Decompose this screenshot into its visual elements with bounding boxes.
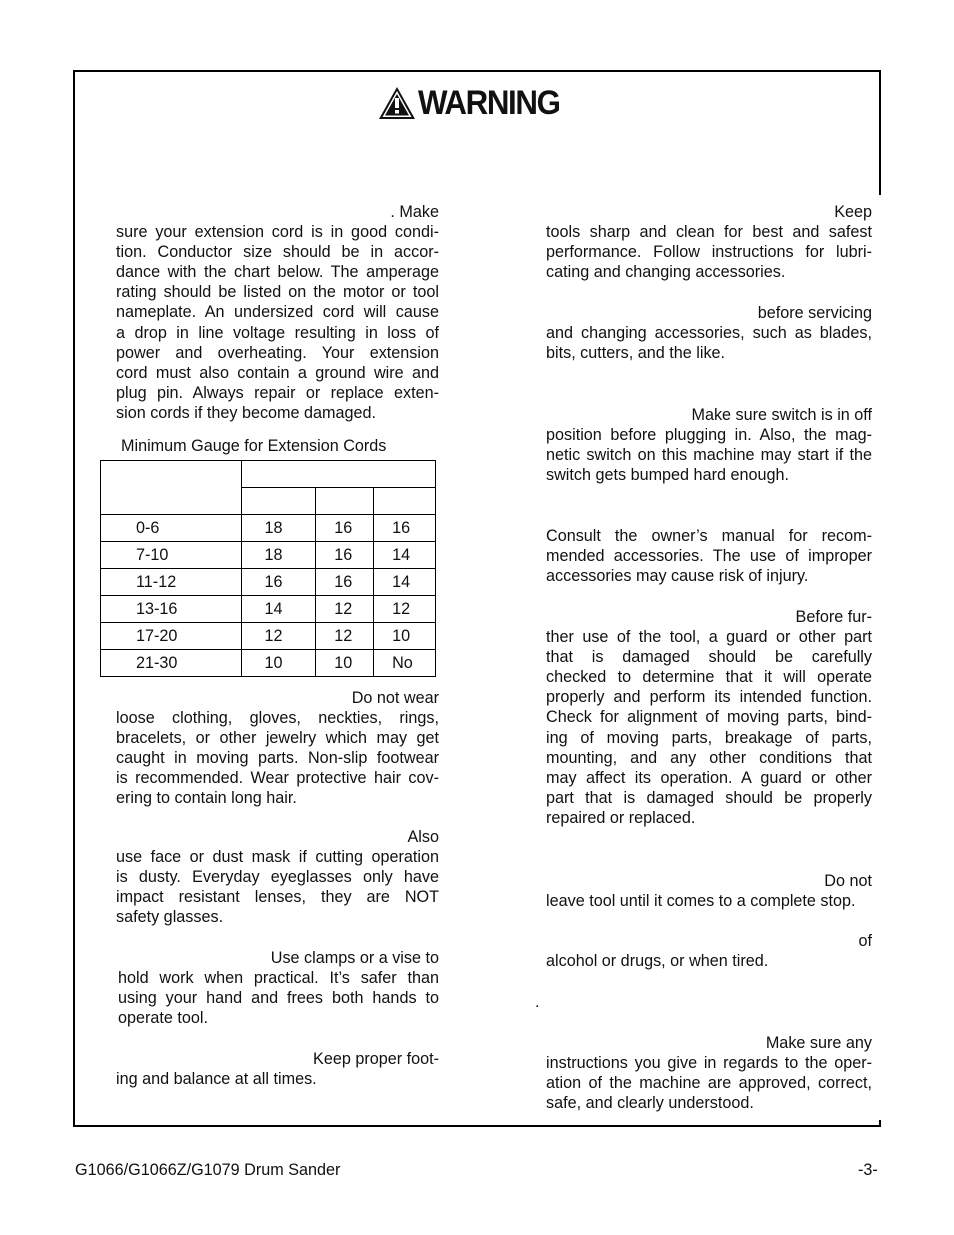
table-cell: 16 <box>316 542 374 569</box>
table-cell: 17-20 <box>101 623 242 650</box>
damaged-guard-paragraph <box>546 607 872 828</box>
table-cell: 12 <box>316 623 374 650</box>
frame-border-top <box>73 70 881 72</box>
text-line: safe, and clearly understood. <box>546 1094 754 1113</box>
text-line: ering to contain long hair. <box>116 789 297 808</box>
text-line: is recommended. Wear protective hair cov- <box>116 769 439 788</box>
text-line: power and overheating. Your extension <box>116 343 439 362</box>
text-line: Check for alignment of moving parts, bind- <box>546 708 872 727</box>
text-line: is dusty. Everyday eyeglasses only have <box>116 868 439 887</box>
table-header-cell <box>101 461 242 515</box>
text-line: tools sharp and clean for best and safest <box>546 223 872 242</box>
text-line: accessories may cause risk of injury. <box>546 567 809 586</box>
frame-border-right <box>879 70 881 195</box>
table-row <box>101 596 436 623</box>
text-line: bits, cutters, and the like. <box>546 344 726 363</box>
text-line: Make sure any <box>765 1034 872 1052</box>
table-cell: No <box>374 650 436 677</box>
table-cell: 13-16 <box>101 596 242 623</box>
extension-cord-paragraph <box>116 202 439 423</box>
table-row <box>101 569 436 596</box>
text-line: cating and changing accessories. <box>546 263 786 282</box>
text-line: bracelets, or other jewelry which may get <box>116 729 439 748</box>
table-cell: 21-30 <box>101 650 242 677</box>
text-line: Make sure switch is in off <box>691 406 872 424</box>
text-line: position before plugging in. Also, the mag- <box>546 426 872 445</box>
text-line: Consult the owner’s manual for recom- <box>546 527 872 545</box>
table-cell: 14 <box>374 542 436 569</box>
table-header-cell <box>374 488 436 515</box>
table-cell: 10 <box>316 650 374 677</box>
clamps-paragraph <box>118 948 439 1028</box>
text-line: loose clothing, gloves, neckties, rings, <box>116 709 439 728</box>
text-line: nameplate. An undersized cord will cause <box>116 303 439 322</box>
text-line: switch gets bumped hard enough. <box>546 466 789 485</box>
table-cell: 7-10 <box>101 542 242 569</box>
footing-paragraph <box>116 1049 439 1089</box>
table-header-row <box>101 461 436 488</box>
text-line: plug pin. Always repair or replace exten- <box>116 383 439 402</box>
text-line: of <box>858 932 872 950</box>
frame-border-left <box>73 70 75 1127</box>
text-line: using your hand and frees both hands to <box>118 989 439 1008</box>
text-line: safety glasses. <box>116 908 224 927</box>
warning-header <box>378 84 572 122</box>
text-line: ing and balance at all times. <box>116 1070 317 1089</box>
table-row <box>101 623 436 650</box>
frame-border-bottom <box>73 1125 881 1127</box>
text-line: impact resistant lenses, they are NOT <box>116 888 439 907</box>
text-line: may affect its operation. A guard or other <box>546 768 872 787</box>
text-line: dance with the chart below. The amperage <box>116 263 439 282</box>
tools-paragraph <box>546 202 872 282</box>
text-line: Keep proper foot- <box>313 1050 439 1068</box>
text-line: ther use of the tool, a guard or other part <box>546 628 872 647</box>
text-line: Also <box>407 828 439 846</box>
table-header-cell <box>242 488 316 515</box>
text-line: a drop in line voltage resulting in loss of <box>116 323 439 342</box>
table-cell: 10 <box>242 650 316 677</box>
table-cell: 18 <box>242 515 316 542</box>
text-line: sion cords if they become damaged. <box>116 403 377 422</box>
stray-period: . <box>535 994 540 1011</box>
text-line: ing of moving parts, breakage of parts, <box>546 728 872 747</box>
table-row <box>101 542 436 569</box>
text-line: hold work when practical. It’s safer than <box>118 969 439 988</box>
table-header-cell <box>316 488 374 515</box>
switch-paragraph <box>546 405 872 485</box>
text-line: instructions you give in regards to the oper- <box>546 1054 872 1073</box>
table-cell: 14 <box>374 569 436 596</box>
leave-tool-paragraph <box>546 871 872 911</box>
table-cell: 14 <box>242 596 316 623</box>
table-cell: 12 <box>316 596 374 623</box>
table-cell: 11-12 <box>101 569 242 596</box>
text-line: ation of the machine are approved, correct, <box>546 1074 872 1093</box>
text-line: use face or dust mask if cutting operation <box>116 848 439 867</box>
table-cell: 16 <box>316 569 374 596</box>
text-line: and changing accessories, such as blades, <box>546 324 872 343</box>
text-line: Do not <box>824 872 872 890</box>
text-line: Use clamps or a vise to <box>270 949 439 967</box>
text-line: performance. Follow instructions for lubri- <box>546 243 872 262</box>
text-line: that is damaged should be carefully <box>546 648 872 667</box>
text-line: mounting, and any other conditions that <box>546 748 872 767</box>
text-line: cord must also contain a ground wire and <box>116 363 439 382</box>
warning-triangle-icon <box>378 86 416 120</box>
text-line: Before fur- <box>795 608 872 626</box>
text-line: netic switch on this machine may start if the <box>546 446 872 465</box>
alcohol-paragraph <box>546 931 872 971</box>
text-line: leave tool until it comes to a complete stop. <box>546 892 856 911</box>
table-cell: 16 <box>316 515 374 542</box>
table-header-cell <box>242 461 436 488</box>
footer-page-number: -3- <box>858 1161 878 1179</box>
text-line: operate tool. <box>118 1009 208 1028</box>
text-line: part that is damaged should be properly <box>546 788 872 807</box>
table-row <box>101 650 436 677</box>
gauge-table <box>100 460 436 677</box>
text-line: tion. Conductor size should be in accor- <box>116 243 439 262</box>
footer-model: G1066/G1066Z/G1079 Drum Sander <box>75 1161 341 1179</box>
table-cell: 16 <box>374 515 436 542</box>
clothing-paragraph <box>116 688 439 809</box>
text-line: properly and perform its intended function. <box>546 688 872 707</box>
text-line: alcohol or drugs, or when tired. <box>546 952 769 971</box>
text-line: caught in moving parts. Non-slip footwear <box>116 749 439 768</box>
instructions-paragraph <box>546 1033 872 1113</box>
text-line: . Make <box>390 203 439 221</box>
text-line: Do not wear <box>351 689 439 707</box>
text-line: rating should be listed on the motor or tool <box>116 283 439 302</box>
table-cell: 12 <box>242 623 316 650</box>
table-cell: 16 <box>242 569 316 596</box>
text-line: mended accessories. The use of improper <box>546 547 872 566</box>
table-caption: Minimum Gauge for Extension Cords <box>121 437 387 455</box>
text-line: checked to determine that it will operate <box>546 668 872 687</box>
text-line: before servicing <box>757 304 872 322</box>
table-row <box>101 515 436 542</box>
text-line: sure your extension cord is in good condi- <box>116 223 439 242</box>
table-cell: 18 <box>242 542 316 569</box>
table-cell: 0-6 <box>101 515 242 542</box>
text-line: repaired or replaced. <box>546 808 696 827</box>
table-cell: 10 <box>374 623 436 650</box>
frame-border-notch <box>879 1120 881 1127</box>
table-cell: 12 <box>374 596 436 623</box>
text-line: Keep <box>834 203 872 221</box>
warning-title: WARNING <box>418 84 560 122</box>
servicing-paragraph <box>546 303 872 363</box>
safety-glasses-paragraph <box>116 827 439 927</box>
accessories-paragraph <box>546 526 872 586</box>
